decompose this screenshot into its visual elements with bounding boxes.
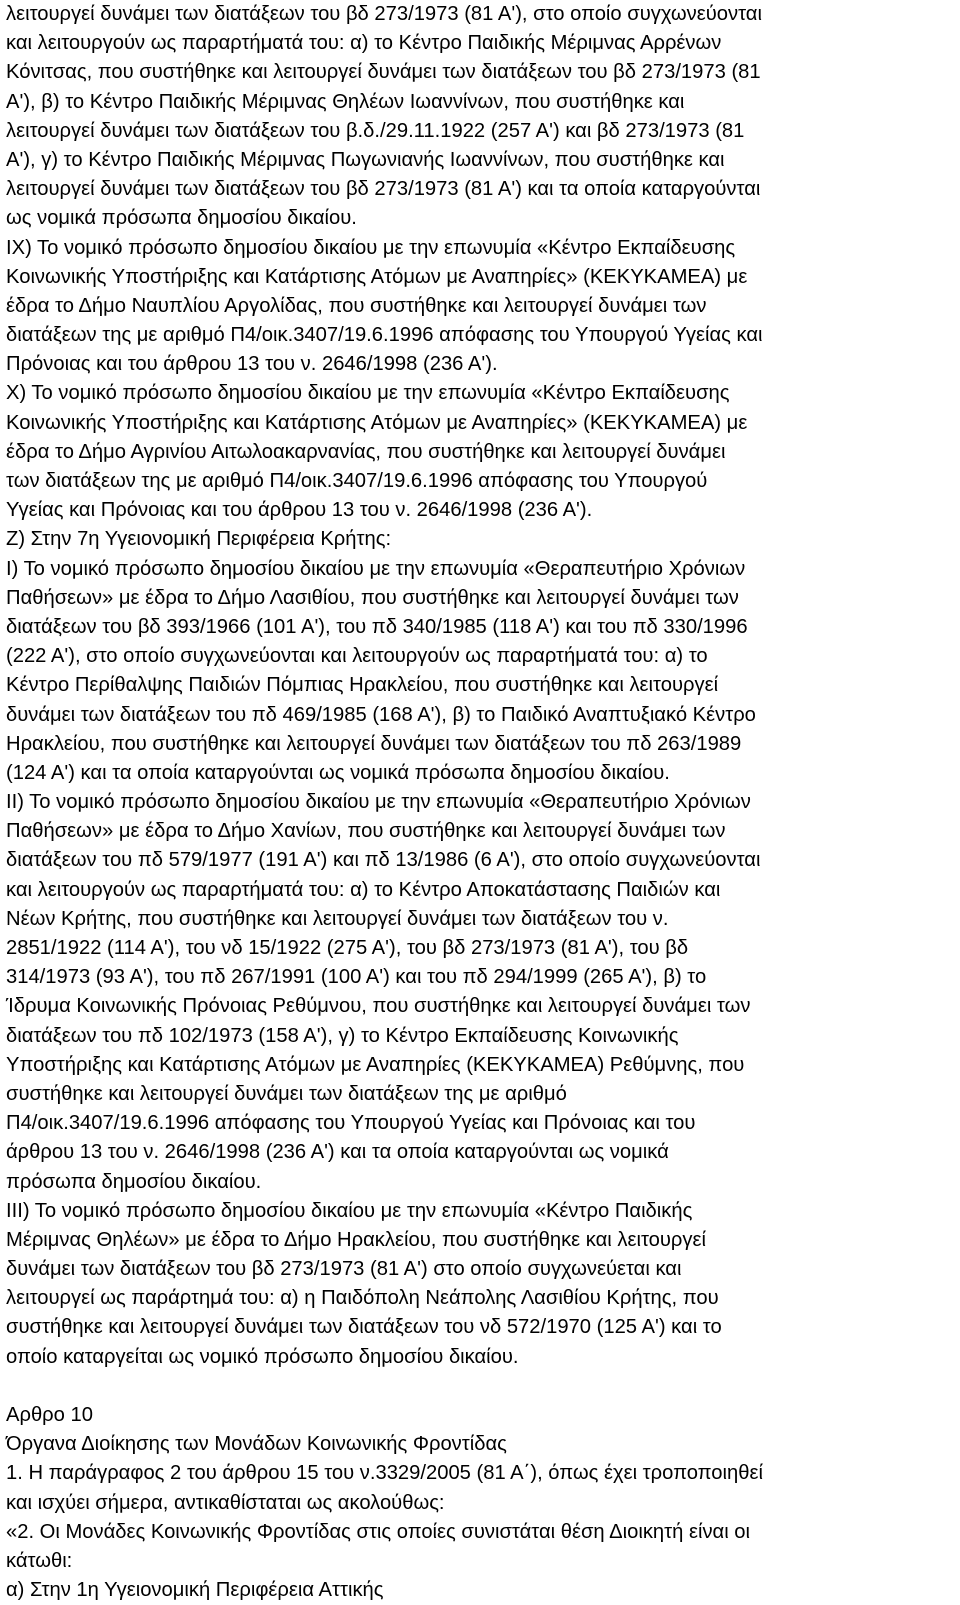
text-line: 2851/1922 (114 Α'), του νδ 15/1922 (275 Α'), του βδ 273/1973 (81 Α'), του βδ — [6, 937, 689, 959]
text-line: λειτουργεί δυνάμει των διατάξεων του β.δ./29.11.1922 (257 Α') και βδ 273/1973 (81 — [6, 119, 745, 142]
text-line: Υγείας και Πρόνοιας και του άρθρου 13 του ν. 2646/1998 (236 Α'). — [6, 499, 593, 522]
text-line: έδρα το Δήμο Ναυπλίου Αργολίδας, που συστήθηκε και λειτουργεί δυνάμει των — [6, 294, 707, 317]
text-line: «2. Οι Μονάδες Κοινωνικής Φροντίδας στις οποίες συνιστάται θέση Διοικητή είναι οι — [6, 1520, 751, 1543]
text-line: Νέων Κρήτης, που συστήθηκε και λειτουργεί δυνάμει των διατάξεων του ν. — [6, 907, 669, 930]
text-line: δυνάμει των διατάξεων του πδ 469/1985 (168 Α'), β) το Παιδικό Αναπτυξιακό Κέντρο — [6, 703, 756, 726]
text-line: λειτουργεί δυνάμει των διατάξεων του βδ 273/1973 (81 Α'), στο οποίο συγχωνεύονται — [6, 3, 762, 25]
text-line: Κοινωνικής Υποστήριξης και Κατάρτισης Ατόμων με Αναπηρίες» (ΚΕΚΥΚΑΜΕΑ) με — [6, 265, 748, 288]
text-line: Α'), γ) το Κέντρο Παιδικής Μέριμνας Πωγωνιανής Ιωαννίνων, που συστήθηκε και — [6, 148, 725, 171]
blank-line — [6, 1372, 956, 1401]
text-line: οποίο καταργείται ως νομικό πρόσωπο δημοσίου δικαίου. — [6, 1345, 519, 1368]
text-line: Κοινωνικής Υποστήριξης και Κατάρτισης Ατόμων με Αναπηρίες» (ΚΕΚΥΚΑΜΕΑ) με — [6, 411, 748, 434]
text-line: Μέριμνας Θηλέων» με έδρα το Δήμο Ηρακλείου, που συστήθηκε και λειτουργεί — [6, 1228, 706, 1251]
text-line: ΙΙΙ) Το νομικό πρόσωπο δημοσίου δικαίου με την επωνυμία «Κέντρο Παιδικής — [6, 1199, 693, 1222]
text-line: Ι) Το νομικό πρόσωπο δημοσίου δικαίου με την επωνυμία «Θεραπευτήριο Χρόνιων — [6, 557, 746, 580]
text-line: 314/1973 (93 Α'), του πδ 267/1991 (100 Α') και του πδ 294/1999 (265 Α'), β) το — [6, 966, 707, 989]
text-line: κάτωθι: — [6, 1549, 73, 1572]
text-line: Υποστήριξης και Κατάρτισης Ατόμων με Αναπηρίες (ΚΕΚΥΚΑΜΕΑ) Ρεθύμνης, που — [6, 1053, 745, 1076]
text-line: Παθήσεων» με έδρα το Δήμο Χανίων, που συστήθηκε και λειτουργεί δυνάμει των — [6, 820, 726, 843]
text-line: (222 Α'), στο οποίο συγχωνεύονται και λειτουργούν ως παραρτήματά του: α) το — [6, 645, 708, 668]
text-line: και ισχύει σήμερα, αντικαθίσταται ως ακολούθως: — [6, 1491, 445, 1514]
text-line: άρθρου 13 του ν. 2646/1998 (236 Α') και τα οποία καταργούνται ως νομικά — [6, 1141, 669, 1164]
text-line: (124 Α') και τα οποία καταργούνται ως νομικά πρόσωπα δημοσίου δικαίου. — [6, 761, 670, 784]
text-line: λειτουργεί ως παράρτημά του: α) η Παιδόπολη Νεάπολης Λασιθίου Κρήτης, που — [6, 1287, 719, 1310]
text-line: διατάξεων της με αριθμό Π4/οικ.3407/19.6.1996 απόφασης του Υπουργού Υγείας και — [6, 324, 763, 347]
text-line: Α'), β) το Κέντρο Παιδικής Μέριμνας Θηλέων Ιωαννίνων, που συστήθηκε και — [6, 90, 685, 113]
text-line: Π4/οικ.3407/19.6.1996 απόφασης του Υπουργού Υγείας και Πρόνοιας και του — [6, 1112, 696, 1135]
text-line: και λειτουργούν ως παραρτήματά του: α) το Κέντρο Παιδικής Μέριμνας Αρρένων — [6, 32, 722, 55]
text-line: 1. Η παράγραφος 2 του άρθρου 15 του ν.3329/2005 (81 Α΄), όπως έχει τροποποιηθεί — [6, 1462, 763, 1485]
text-line: διατάξεων του βδ 393/1966 (101 Α'), του πδ 340/1985 (118 Α') και του πδ 330/1996 — [6, 615, 748, 638]
text-line: Κέντρο Περίθαλψης Παιδιών Πόμπιας Ηρακλείου, που συστήθηκε και λειτουργεί — [6, 674, 719, 697]
text-line: Ίδρυμα Κοινωνικής Πρόνοιας Ρεθύμνου, που συστήθηκε και λειτουργεί δυνάμει των — [6, 995, 751, 1018]
text-line: ως νομικά πρόσωπα δημοσίου δικαίου. — [6, 207, 357, 230]
text-line: συστήθηκε και λειτουργεί δυνάμει των διατάξεων του νδ 572/1970 (125 Α') και το — [6, 1316, 722, 1339]
text-line: ΙΧ) Το νομικό πρόσωπο δημοσίου δικαίου με την επωνυμία «Κέντρο Εκπαίδευσης — [6, 236, 736, 259]
text-line: λειτουργεί δυνάμει των διατάξεων του βδ 273/1973 (81 Α') και τα οποία καταργούνται — [6, 178, 761, 201]
text-line: Χ) Το νομικό πρόσωπο δημοσίου δικαίου με την επωνυμία «Κέντρο Εκπαίδευσης — [6, 382, 730, 405]
text-line: Ηρακλείου, που συστήθηκε και λειτουργεί δυνάμει των διατάξεων του πδ 263/1989 — [6, 732, 742, 755]
text-line: και λειτουργούν ως παραρτήματά του: α) το Κέντρο Αποκατάστασης Παιδιών και — [6, 878, 721, 901]
text-line: πρόσωπα δημοσίου δικαίου. — [6, 1170, 262, 1193]
text-line: Πρόνοιας και του άρθρου 13 του ν. 2646/1998 (236 Α'). — [6, 353, 498, 376]
text-line: δυνάμει των διατάξεων του βδ 273/1973 (81 Α') στο οποίο συγχωνεύεται και — [6, 1258, 682, 1281]
text-line: Κόνιτσας, που συστήθηκε και λειτουργεί δυνάμει των διατάξεων του βδ 273/1973 (81 — [6, 61, 761, 84]
text-line: Παθήσεων» με έδρα το Δήμο Λασιθίου, που συστήθηκε και λειτουργεί δυνάμει των — [6, 586, 739, 609]
text-line: Αρθρο 10 — [6, 1404, 93, 1426]
text-line: διατάξεων του πδ 102/1973 (158 Α'), γ) το Κέντρο Εκπαίδευσης Κοινωνικής — [6, 1024, 679, 1047]
text-line: συστήθηκε και λειτουργεί δυνάμει των διατάξεων της με αριθμό — [6, 1082, 567, 1105]
text-line: ΙΙ) Το νομικό πρόσωπο δημοσίου δικαίου με την επωνυμία «Θεραπευτήριο Χρόνιων — [6, 791, 751, 814]
text-line: των διατάξεων της με αριθμό Π4/οικ.3407/19.6.1996 απόφασης του Υπουργού — [6, 470, 708, 492]
text-line: Ζ) Στην 7η Υγειονομική Περιφέρεια Κρήτης: — [6, 528, 392, 551]
text-line: έδρα το Δήμο Αγρινίου Αιτωλοακαρνανίας, που συστήθηκε και λειτουργεί δυνάμει — [6, 440, 726, 463]
text-line: διατάξεων του πδ 579/1977 (191 Α') και πδ 13/1986 (6 Α'), στο οποίο συγχωνεύονται — [6, 849, 761, 872]
text-line: α) Στην 1η Υγειονομική Περιφέρεια Αττικής — [6, 1579, 384, 1602]
document-page — [6, 0, 956, 1605]
text-line: Όργανα Διοίκησης των Μονάδων Κοινωνικής Φροντίδας — [6, 1433, 507, 1456]
